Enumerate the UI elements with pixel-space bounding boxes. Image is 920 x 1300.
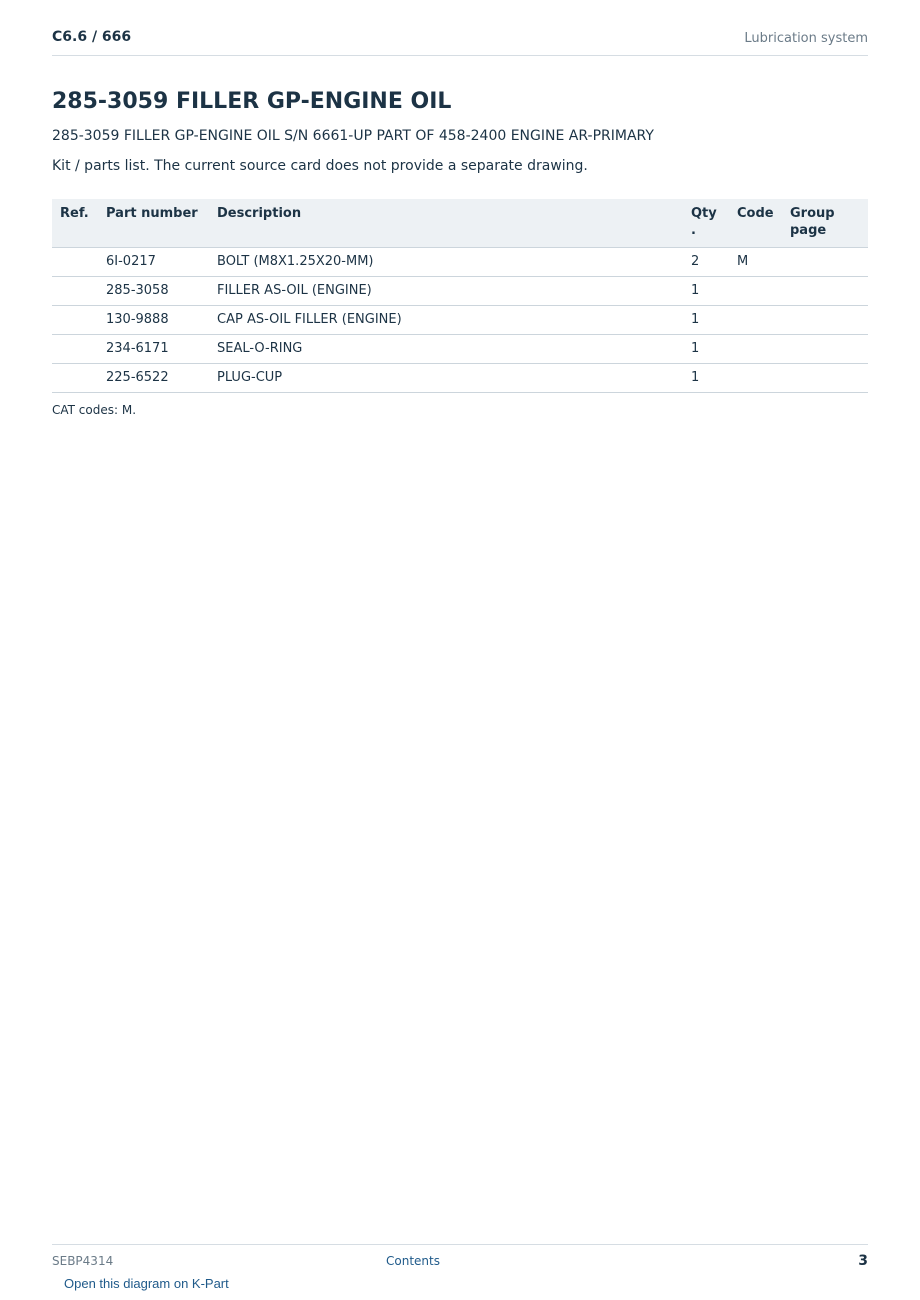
open-kpart-link[interactable]: Open this diagram on K-Part [64, 1276, 229, 1291]
section-name: Lubrication system [744, 31, 868, 46]
parts-table [52, 199, 868, 393]
cell-description: CAP AS-OIL FILLER (ENGINE) [213, 306, 687, 335]
cell-code [733, 335, 786, 364]
table-row [52, 364, 868, 393]
col-header-qty: Qty . [687, 199, 733, 248]
table-row [52, 335, 868, 364]
page-subtitle: 285-3059 FILLER GP-ENGINE OIL S/N 6661-UP PART OF 458-2400 ENGINE AR-PRIMARY [52, 128, 654, 144]
cell-part-number: 6I-0217 [102, 248, 213, 277]
source-note: Kit / parts list. The current source card does not provide a separate drawing. [52, 158, 588, 174]
cell-description: BOLT (M8X1.25X20-MM) [213, 248, 687, 277]
contents-link[interactable]: Contents [386, 1254, 440, 1268]
cell-code [733, 306, 786, 335]
page-header [52, 28, 868, 56]
cell-code [733, 364, 786, 393]
cell-ref [52, 335, 102, 364]
cell-group-page [786, 335, 868, 364]
col-header-group-page: Group page [786, 199, 868, 248]
cell-description: FILLER AS-OIL (ENGINE) [213, 277, 687, 306]
cell-part-number: 130-9888 [102, 306, 213, 335]
cell-qty: 1 [687, 335, 733, 364]
cat-codes-note: CAT codes: M. [52, 403, 137, 417]
cell-qty: 1 [687, 364, 733, 393]
cell-group-page [786, 364, 868, 393]
cell-qty: 1 [687, 277, 733, 306]
cell-ref [52, 248, 102, 277]
cell-description: SEAL-O-RING [213, 335, 687, 364]
col-header-ref: Ref. [52, 199, 102, 248]
document-number: SEBP4314 [52, 1254, 114, 1268]
cell-ref [52, 306, 102, 335]
cell-ref [52, 364, 102, 393]
cell-qty: 1 [687, 306, 733, 335]
cell-part-number: 285-3058 [102, 277, 213, 306]
cell-code: M [733, 248, 786, 277]
cell-description: PLUG-CUP [213, 364, 687, 393]
page-number: 3 [858, 1253, 868, 1269]
col-header-description: Description [213, 199, 687, 248]
table-row [52, 306, 868, 335]
cell-group-page [786, 306, 868, 335]
cell-qty: 2 [687, 248, 733, 277]
cell-part-number: 225-6522 [102, 364, 213, 393]
page-title: 285-3059 FILLER GP-ENGINE OIL [52, 89, 452, 114]
table-header-row [52, 199, 868, 248]
table-row [52, 277, 868, 306]
model-group-id: C6.6 / 666 [52, 29, 132, 45]
cell-group-page [786, 248, 868, 277]
cell-code [733, 277, 786, 306]
cell-group-page [786, 277, 868, 306]
cell-ref [52, 277, 102, 306]
cell-part-number: 234-6171 [102, 335, 213, 364]
col-header-code: Code [733, 199, 786, 248]
table-row [52, 248, 868, 277]
page-footer [52, 1244, 868, 1274]
col-header-part-number: Part number [102, 199, 213, 248]
